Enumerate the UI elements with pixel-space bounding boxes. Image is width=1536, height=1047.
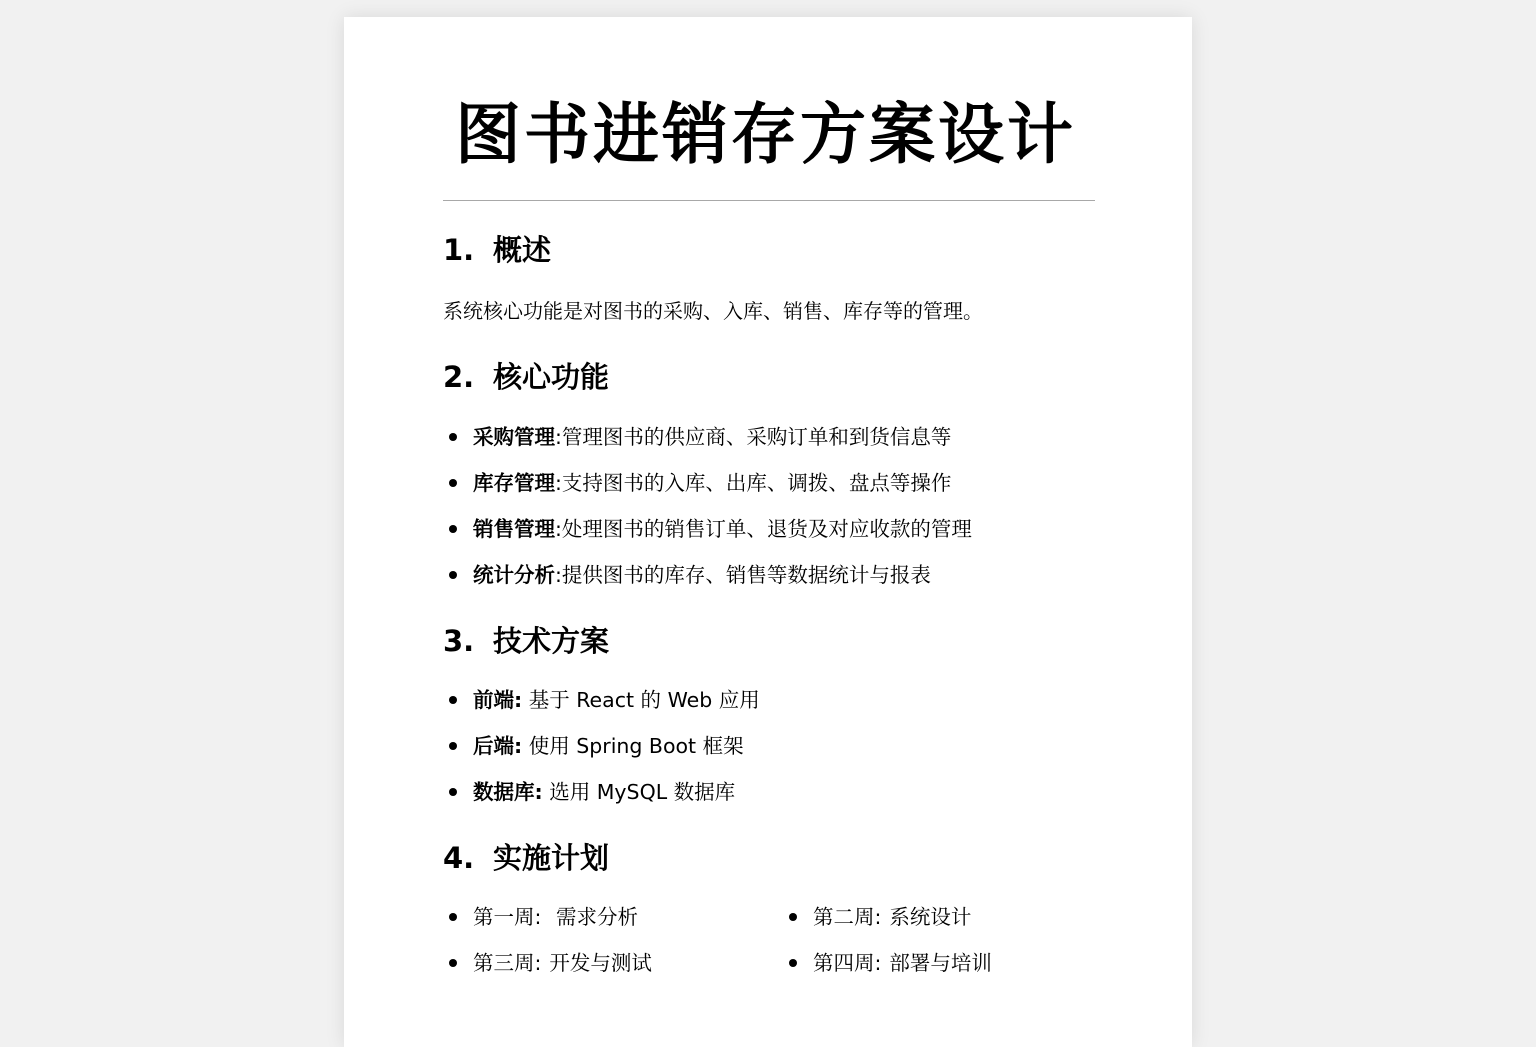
plan-task: 部署与培训 bbox=[889, 951, 992, 975]
item-separator: : bbox=[555, 563, 562, 587]
item-description: 支持图书的入库、出库、调拨、盘点等操作 bbox=[561, 471, 952, 495]
list-item bbox=[443, 469, 972, 515]
section-number: 4. bbox=[443, 841, 475, 875]
plan-task: 需求分析 bbox=[549, 905, 638, 929]
bullet-icon bbox=[449, 913, 457, 921]
document-title: 图书进销存方案设计 bbox=[455, 96, 1076, 173]
bullet-icon bbox=[449, 433, 457, 441]
bullet-icon bbox=[789, 913, 797, 921]
bullet-icon bbox=[449, 788, 457, 796]
item-separator: : bbox=[555, 471, 562, 495]
section-number: 1. bbox=[443, 233, 475, 267]
bullet-icon bbox=[449, 742, 457, 750]
item-description: 使用 Spring Boot 框架 bbox=[522, 734, 744, 758]
section-number: 2. bbox=[443, 360, 475, 394]
item-separator: : bbox=[514, 688, 523, 712]
item-term: 后端 bbox=[473, 734, 514, 758]
list-item bbox=[443, 686, 760, 732]
bullet-icon bbox=[449, 571, 457, 579]
section-number: 3. bbox=[443, 624, 475, 658]
item-separator: : bbox=[534, 780, 543, 804]
bullet-icon bbox=[449, 479, 457, 487]
tech-plan-list bbox=[443, 686, 760, 824]
bullet-icon bbox=[789, 959, 797, 967]
plan-week: 第一周: bbox=[473, 905, 542, 929]
plan-week: 第二周: bbox=[813, 905, 882, 929]
plan-week: 第三周: bbox=[473, 951, 542, 975]
core-features-list bbox=[443, 423, 972, 607]
section-title: 概述 bbox=[493, 233, 552, 267]
section-heading-tech-plan bbox=[443, 623, 609, 659]
list-item bbox=[443, 732, 760, 778]
list-item bbox=[443, 778, 760, 824]
item-description: 基于 React 的 Web 应用 bbox=[522, 688, 760, 712]
section-heading-core-features bbox=[443, 359, 609, 395]
item-term: 数据库 bbox=[473, 780, 535, 804]
item-separator: : bbox=[555, 425, 562, 449]
section-heading-implementation-plan bbox=[443, 840, 609, 876]
plan-item-week-1 bbox=[443, 903, 638, 931]
item-separator: : bbox=[555, 517, 562, 541]
list-item bbox=[443, 561, 972, 607]
bullet-icon bbox=[449, 696, 457, 704]
overview-paragraph: 系统核心功能是对图书的采购、入库、销售、库存等的管理。 bbox=[443, 299, 983, 323]
plan-item-week-2 bbox=[783, 903, 971, 931]
list-item bbox=[443, 515, 972, 561]
bullet-icon bbox=[449, 959, 457, 967]
item-description: 提供图书的库存、销售等数据统计与报表 bbox=[561, 563, 931, 587]
item-term: 采购管理 bbox=[473, 425, 555, 449]
item-term: 库存管理 bbox=[473, 471, 555, 495]
item-term: 销售管理 bbox=[473, 517, 555, 541]
plan-item-week-4 bbox=[783, 949, 992, 977]
plan-week: 第四周: bbox=[813, 951, 882, 975]
title-divider bbox=[443, 200, 1095, 201]
plan-item-week-3 bbox=[443, 949, 652, 977]
item-description: 选用 MySQL 数据库 bbox=[542, 780, 736, 804]
item-description: 管理图书的供应商、采购订单和到货信息等 bbox=[561, 425, 952, 449]
item-term: 统计分析 bbox=[473, 563, 555, 587]
item-separator: : bbox=[514, 734, 523, 758]
plan-task: 开发与测试 bbox=[549, 951, 652, 975]
section-title: 核心功能 bbox=[493, 360, 610, 394]
plan-task: 系统设计 bbox=[889, 905, 972, 929]
document-page bbox=[344, 17, 1192, 1047]
bullet-icon bbox=[449, 525, 457, 533]
list-item bbox=[443, 423, 972, 469]
section-heading-overview bbox=[443, 232, 551, 268]
section-title: 技术方案 bbox=[493, 624, 610, 658]
item-term: 前端 bbox=[473, 688, 514, 712]
item-description: 处理图书的销售订单、退货及对应收款的管理 bbox=[561, 517, 972, 541]
section-title: 实施计划 bbox=[493, 841, 610, 875]
